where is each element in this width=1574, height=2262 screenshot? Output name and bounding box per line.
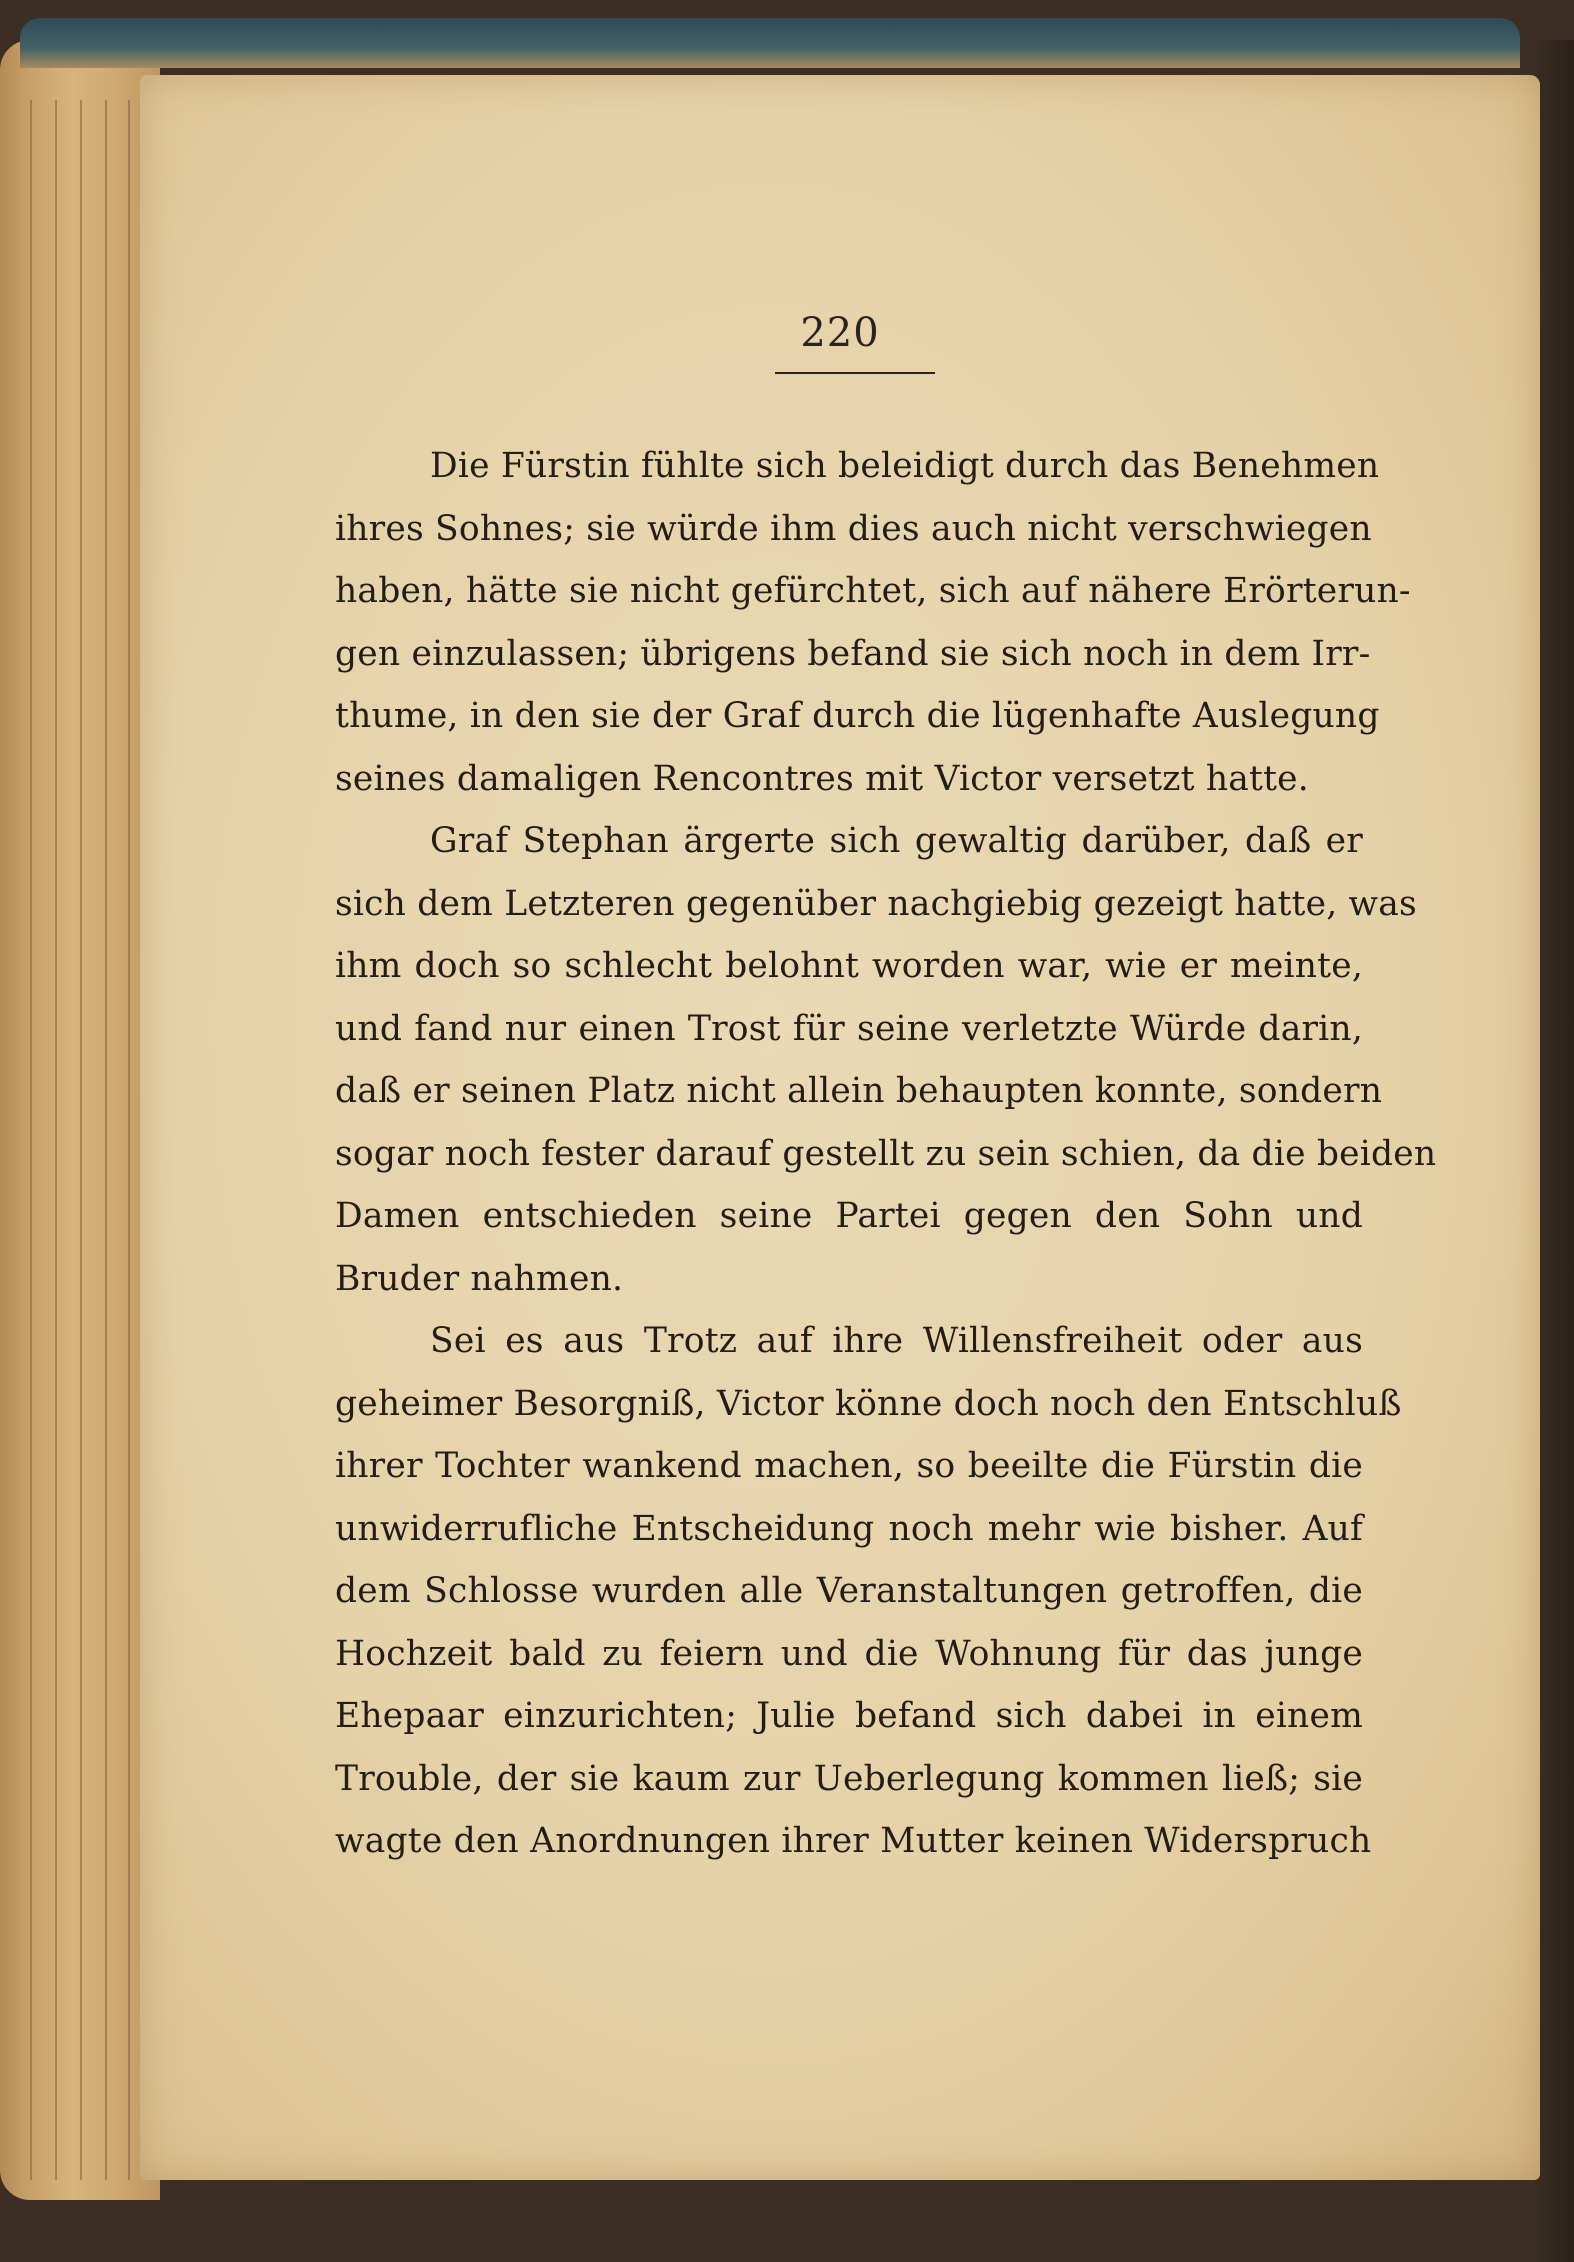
text-line: unwiderrufliche Entscheidung noch mehr wie bisher. Auf — [335, 1508, 1363, 1549]
text-line: ihm doch so schlecht belohnt worden war, wie er meinte, — [335, 946, 1363, 986]
book-cover-right — [1534, 40, 1574, 2262]
page-edge-line — [105, 100, 107, 2180]
text-line: Ehepaar einzurichten; Julie befand sich dabei in einem — [335, 1696, 1363, 1736]
text-line: geheimer Besorgniß, Victor könne doch noch den Entschluß — [335, 1383, 1402, 1424]
page-edge-line — [80, 100, 82, 2180]
book-cover-top — [20, 18, 1520, 68]
text-line: ihres Sohnes; sie würde ihm dies auch nicht verschwiegen — [335, 508, 1372, 549]
page-edge-line — [55, 100, 57, 2180]
text-line: haben, hätte sie nicht gefürchtet, sich auf nähere Erörterun- — [335, 571, 1411, 611]
text-line: Sei es aus Trotz auf ihre Willensfreiheit oder aus — [430, 1321, 1363, 1361]
book-page-edges — [0, 40, 160, 2200]
text-line: wagte den Anordnungen ihrer Mutter keinen Widerspruch — [335, 1821, 1372, 1861]
text-line: Hochzeit bald zu feiern und die Wohnung für das junge — [335, 1633, 1363, 1674]
page-edge-line — [30, 100, 32, 2180]
text-line: Damen entschieden seine Partei gegen den Sohn und — [335, 1196, 1363, 1236]
text-line: Die Fürstin fühlte sich beleidigt durch das Benehmen — [430, 446, 1380, 486]
text-line: dem Schlosse wurden alle Veranstaltungen getroffen, die — [335, 1571, 1363, 1611]
text-line: ihrer Tochter wankend machen, so beeilte die Fürstin die — [335, 1446, 1363, 1486]
page-edge-line — [128, 100, 130, 2180]
text-line: Bruder nahmen. — [335, 1258, 624, 1299]
text-line: sogar noch fester darauf gestellt zu sein schien, da die beiden — [335, 1133, 1437, 1174]
text-line: seines damaligen Rencontres mit Victor versetzt hatte. — [335, 758, 1309, 799]
text-line: gen einzulassen; übrigens befand sie sich noch in dem Irr- — [335, 633, 1371, 674]
text-line: und fand nur einen Trost für seine verletzte Würde darin, — [335, 1008, 1363, 1049]
text-line: Trouble, der sie kaum zur Ueberlegung kommen ließ; sie — [335, 1758, 1363, 1799]
text-line: thume, in den sie der Graf durch die lügenhafte Auslegung — [335, 696, 1380, 736]
text-line: daß er seinen Platz nicht allein behaupten konnte, sondern — [335, 1071, 1383, 1111]
text-line: sich dem Letzteren gegenüber nachgiebig gezeigt hatte, was — [335, 883, 1417, 924]
text-line: Graf Stephan ärgerte sich gewaltig darüber, daß er — [430, 821, 1363, 861]
page-number-rule — [775, 372, 935, 374]
page-number: 220 — [800, 310, 880, 356]
body-text — [335, 435, 1437, 1873]
